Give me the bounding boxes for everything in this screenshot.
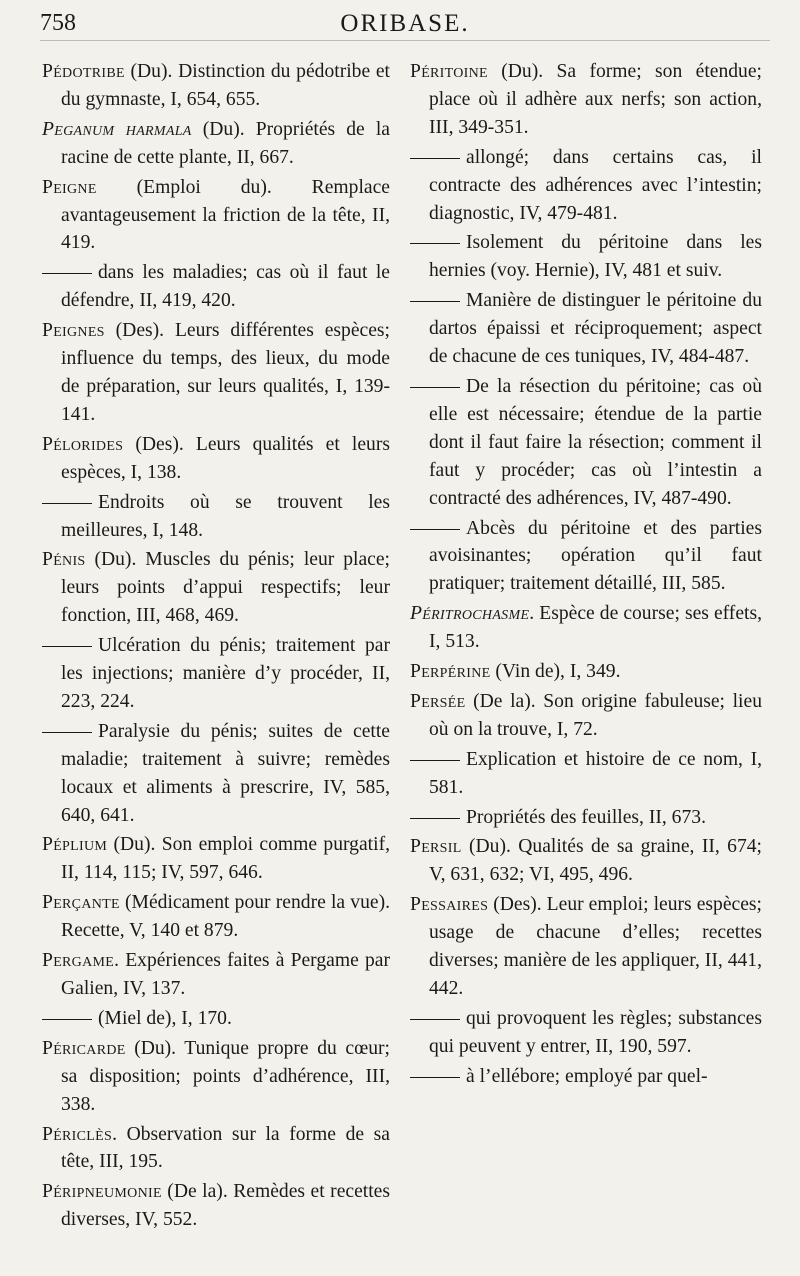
entry-text: dans les maladies; cas où il faut le défendre, II, 419, 420. xyxy=(61,262,390,312)
right-column xyxy=(410,58,762,1093)
entry-text: (Des). Leurs qualités et leurs espèces, I, 138. xyxy=(61,433,390,483)
ditto-dash xyxy=(42,1019,92,1020)
entry-headword: Péritrochasme xyxy=(410,603,530,625)
entry-text: Endroits où se trouvent les meilleures, I, 148. xyxy=(61,491,390,541)
index-entry xyxy=(410,746,762,802)
index-entry xyxy=(42,489,390,545)
index-entry xyxy=(410,658,762,686)
entry-text: . Observation sur la forme de sa tête, III, 195. xyxy=(61,1123,390,1173)
index-entry xyxy=(410,833,762,889)
index-entry xyxy=(42,889,390,945)
entry-text: Abcès du péritoine et des parties avoisinantes; opération qu’il faut pratiquer; traitement détaillé, III, 585. xyxy=(429,517,762,595)
entry-text: Ulcération du pénis; traitement par les injections; manière d’y procéder, II, 223, 224. xyxy=(61,635,390,712)
ditto-dash xyxy=(410,760,460,761)
entry-text: (Du). Sa forme; son étendue; place où il adhère aux nerfs; son action, III, 349-351. xyxy=(429,61,762,138)
index-entry xyxy=(42,58,390,114)
entry-text: Isolement du péritoine dans les hernies (voy. Hernie), IV, 481 et suiv. xyxy=(429,232,762,282)
running-title: ORIBASE. xyxy=(340,10,470,37)
ditto-dash xyxy=(42,646,92,647)
entry-text: (Du). Son emploi comme purgatif, II, 114, 115; IV, 597, 646. xyxy=(61,834,390,884)
entry-text: (Vin de), I, 349. xyxy=(490,661,621,683)
entry-text: (Du). Propriétés de la racine de cette plante, II, 667. xyxy=(61,118,390,168)
index-entry xyxy=(42,1121,390,1177)
ditto-dash xyxy=(410,1077,460,1078)
entry-text: (Emploi du). Remplace avantageusement la friction de la tête, II, 419. xyxy=(61,176,390,254)
index-entry xyxy=(410,600,762,656)
index-entry xyxy=(42,1178,390,1234)
entry-text: qui provoquent les règles; substances qui peuvent y entrer, II, 190, 597. xyxy=(429,1007,762,1057)
ditto-dash xyxy=(42,273,92,274)
entry-headword: Pénis xyxy=(42,549,86,571)
page-number: 758 xyxy=(40,10,76,36)
index-entry xyxy=(42,1035,390,1119)
entry-headword: Peignes xyxy=(42,320,105,342)
entry-text: (Miel de), I, 170. xyxy=(98,1007,232,1029)
entry-headword: Péplium xyxy=(42,834,108,856)
index-entry xyxy=(410,1005,762,1061)
entry-text: (De la). Remèdes et recettes diverses, IV, 552. xyxy=(61,1181,390,1231)
entry-text: . Espèce de course; ses effets, I, 513. xyxy=(429,603,762,653)
entry-text: (Du). Muscles du pénis; leur place; leurs points d’appui respectifs; leur fonction, III, 468, 469. xyxy=(61,549,390,627)
entry-text: Explication et histoire de ce nom, I, 581. xyxy=(429,748,762,798)
entry-text: (Du). Tunique propre du cœur; sa disposition; points d’adhérence, III, 338. xyxy=(61,1037,390,1115)
index-entry xyxy=(410,373,762,513)
entry-text: Propriétés des feuilles, II, 673. xyxy=(466,806,706,828)
left-column xyxy=(42,58,390,1236)
index-entry xyxy=(410,58,762,142)
entry-text: . Expériences faites à Pergame par Galien, IV, 137. xyxy=(61,950,390,999)
page-header xyxy=(40,10,770,41)
index-entry xyxy=(42,1005,390,1033)
entry-headword: Peigne xyxy=(42,176,97,198)
index-entry xyxy=(410,804,762,832)
index-entry xyxy=(42,317,390,429)
index-entry xyxy=(410,287,762,371)
index-entry xyxy=(42,831,390,887)
ditto-dash xyxy=(42,503,92,504)
ditto-dash xyxy=(410,243,460,244)
ditto-dash xyxy=(410,158,460,159)
index-entry xyxy=(410,515,762,599)
index-entry xyxy=(410,229,762,285)
ditto-dash xyxy=(410,1019,460,1020)
entry-text: à l’ellébore; employé par quel- xyxy=(466,1065,708,1087)
entry-headword: Persil xyxy=(410,836,462,858)
entry-headword: Péripneumonie xyxy=(42,1181,162,1203)
index-entry xyxy=(410,891,762,1003)
index-entry xyxy=(410,144,762,228)
ditto-dash xyxy=(410,301,460,302)
entry-headword: Perpérine xyxy=(410,661,491,683)
entry-headword: Péritoine xyxy=(410,61,488,82)
index-entry xyxy=(410,688,762,744)
entry-text: (Des). Leurs différentes espèces; influence du temps, des lieux, du mode de préparation, sur leurs qualités, I, 139-141. xyxy=(61,320,390,425)
entry-text: allongé; dans certains cas, il contracte des adhérences avec l’intestin; diagnostic, IV, 479-481. xyxy=(429,146,762,224)
ditto-dash xyxy=(410,818,460,819)
entry-headword: Périclès xyxy=(42,1123,113,1145)
entry-text: (Du). Qualités de sa graine, II, 674; V, 631, 632; VI, 495, 496. xyxy=(429,836,762,886)
index-entry xyxy=(42,546,390,630)
index-entry xyxy=(42,431,390,487)
entry-text: (Du). Distinction du pédotribe et du gymnaste, I, 654, 655. xyxy=(61,61,390,110)
entry-text: (De la). Son origine fabuleuse; lieu où on la trouve, I, 72. xyxy=(429,690,762,740)
index-entry xyxy=(42,718,390,830)
index-entry xyxy=(42,632,390,716)
entry-headword: Péricarde xyxy=(42,1037,126,1059)
entry-headword: Perçante xyxy=(42,892,120,914)
index-entry xyxy=(42,116,390,172)
entry-headword: Pélorides xyxy=(42,433,124,455)
index-entry xyxy=(410,1063,762,1091)
entry-text: (Des). Leur emploi; leurs espèces; usage de chacune d’elles; recettes diverses; manière de les appliquer, II, 441, 442. xyxy=(429,894,762,999)
index-entry xyxy=(42,259,390,315)
entry-headword: Pergame xyxy=(42,950,115,972)
ditto-dash xyxy=(42,732,92,733)
entry-text: (Médicament pour rendre la vue). Recette, V, 140 et 879. xyxy=(61,892,390,942)
entry-text: Manière de distinguer le péritoine du dartos épaissi et réciproquement; aspect de chacune de ces tuniques, IV, 484-487. xyxy=(429,290,762,368)
index-entry xyxy=(42,174,390,258)
ditto-dash xyxy=(410,529,460,530)
entry-text: De la résection du péritoine; cas où elle est nécessaire; étendue de la partie dont il faut faire la résection; comment il faut y procéder; cas où l’intestin a contracté des adhérences, IV, 487-490. xyxy=(429,375,762,509)
entry-headword: Peganum harmala xyxy=(42,118,192,140)
entry-text: Paralysie du pénis; suites de cette maladie; traitement à suivre; remèdes locaux et aliments à prescrire, IV, 585, 640, 641. xyxy=(61,720,390,826)
entry-headword: Persée xyxy=(410,690,466,712)
ditto-dash xyxy=(410,387,460,388)
entry-headword: Pédotribe xyxy=(42,61,125,82)
entry-headword: Pessaires xyxy=(410,894,489,916)
index-entry xyxy=(42,947,390,1003)
